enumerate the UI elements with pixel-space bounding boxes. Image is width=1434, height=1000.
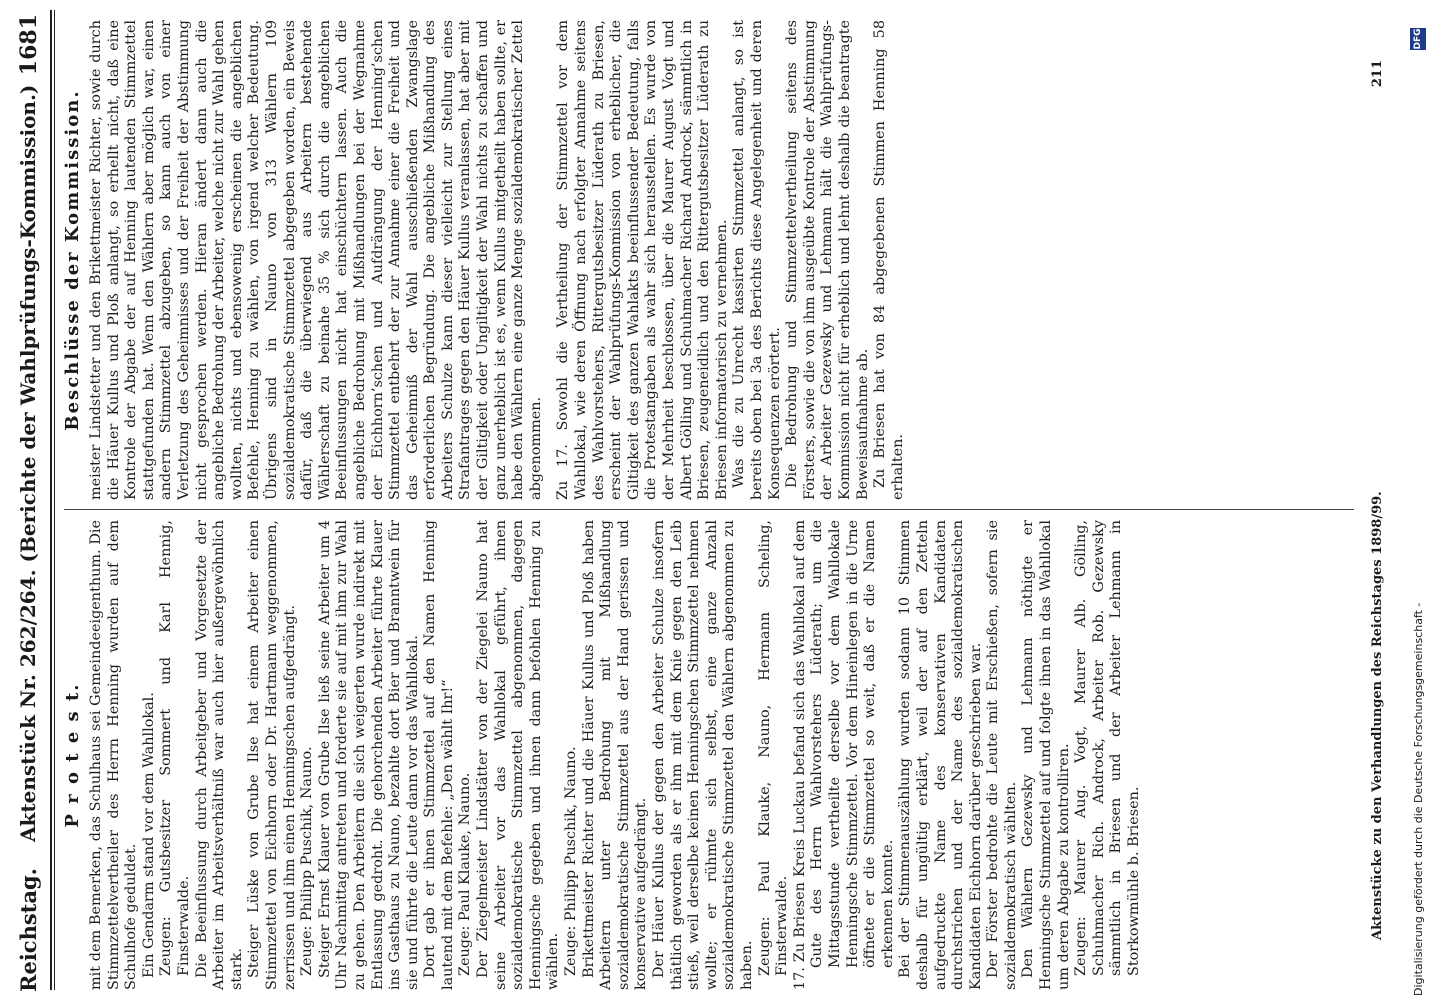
protest-paragraph: Ein Gendarm stand vor dem Wahllokal. (140, 692, 157, 978)
protest-paragraph: Der Häuer Kullus der gegen den Arbeiter Schulze insofern thätlich geworden als er ihm mit dem Knie gegen den Leib stieß, weil derselbe keinen Henningschen Stimmzettel nehmen wollte; er rühmte sich selbst, eine ganze Anzahl sozialdemokratische Stimmzettel den Wählern abgenommen zu haben. (651, 520, 755, 990)
commission-item-17: Zu 17. Sowohl die Vertheilung der Stimmzettel vor dem Wahllokal, wie deren Öffnung nach erfolgter Annahme seitens des Wahlvorstehers, Rittergutsbesitzer Lüderath zu Briesen, erscheint der Wahlprüfungs-Kommission von erheblicher, die Giltigkeit des ganzen Wahlakts beeinflussender Bedeutung, falls die Protestangaben als wahr sich herausstellen. Es wurde von der Mehrheit beschlossen, über die Maurer August Vogt und Albert Gölling und Schuhmacher Richard Androck, sämmtlich in Briesen, zeugeneidlich und den Rittergutsbesitzer Lüderath zu Briesen informatorisch zu vernehmen. (555, 20, 730, 500)
protest-paragraph: Die Beeinflussung durch Arbeitgeber und Vorgesetzte der Arbeiter im Arbeitsverhältniß war auch hier außergewöhnlich stark. (193, 520, 245, 990)
protest-paragraph: Brikettmeister Richter und die Häuer Kullus und Ploß haben Arbeitern unter Bedrohung mit Mißhandlung sozialdemokratische Stimmzettel aus der Hand gerissen und konservative aufgedrängt. (580, 520, 650, 990)
witness-line: Zeugen: Gutsbesitzer Sommert und Karl Hennig, Finsterwalde. (158, 520, 192, 976)
commission-paragraph: Die Bedrohung und Stimmzettelvertheilung seitens des Försters, sowie die von ihm ausgeübte Kontrole der Abstimmung der Arbeiter Gezewsky und Lehmann hält die Wahlprüfungs-Kommission nicht für erheblich und lehnt deshalb die beantragte Beweisaufnahme ab. (784, 20, 871, 500)
digitization-note: Digitalisierung gefördert durch die Deutsche Forschungsgemeinschaft - (1412, 602, 1425, 996)
witness-line: Zeuge: Paul Klauke, Nauno. (457, 772, 474, 976)
protest-paragraph: Steiger Lüske von Grube Ilse hat einem Arbeiter einen Stimmzettel von Eichhorn oder Dr. Hartmann weggenommen, zerrissen und ihm einen Henningschen aufgedrängt. (246, 520, 298, 990)
commission-paragraph: Was die zu Unrecht kassirten Stimmzettel anlangt, so ist bereits oben bei 3a des Berichts diese Angelegenheit und deren Konsequenzen erörtert. (731, 20, 783, 500)
dfg-logo: DFG (1410, 28, 1426, 50)
protest-paragraph: Bei der Stimmenauszählung wurden sodann 10 Stimmen deshalb für ungültig erklärt, weil der auf den Zetteln aufgedruckte Name des konservativen Kandidaten durchstrichen und der Name des sozialdemokratischen Kandidaten Eichhorn darüber geschrieben war. (897, 520, 984, 990)
witness-line: Zeuge: Philipp Puschik, Nauno. (299, 746, 316, 976)
protest-paragraph: Der Ziegelmeister Lindstätter von der Ziegelei Nauno hat seine Arbeiter vor das Wahllokal geführt, ihnen sozialdemokratische Stimmzettel abgenommen, dagegen Henningsche gegeben und ihnen dann befohlen Henning zu wählen. (475, 520, 562, 990)
commission-column (88, 20, 1358, 500)
protest-paragraph: Der Förster bedrohte die Leute mit Erschießen, sofern sie sozialdemokratisch wählten. (985, 520, 1019, 990)
column-divider (64, 509, 1354, 510)
protest-paragraph: Steiger Ernst Klauer von Grube Ilse ließ seine Arbeiter um 4 Uhr Nachmittag antreten und forderte sie auf mit ihm zur Wahl zu gehen. Den Arbeitern die sich weigerten wurde indirekt mit Entlassung gedroht. Die gehorchenden Arbeiter führte Klauer ins Gasthaus zu Nauno, bezahlte dort Bier und Branntwein für sie und führte die Leute dann vor das Wahllokal. (316, 520, 421, 990)
witness-line: Zeugen: Maurer Aug. Vogt, Maurer Alb. Gölling, Schuhmacher Rich. Androck, Arbeiter Rob. Gezewsky sämmtlich in Briesen und der Arbeiter Lehmann in Storkowmühle b. Briesen. (1073, 520, 1143, 976)
footer-page-number: 211 (1370, 60, 1385, 88)
page-header (10, 0, 44, 992)
commission-paragraph: Zu Briesen hat von 84 abgegebenen Stimmen Henning 58 erhalten. (872, 20, 906, 500)
header-rule (50, 10, 52, 990)
footer-title: Aktenstücke zu den Verhandlungen des Reichstages 1898/99. (1370, 491, 1385, 940)
column-heading-commission: Beschlüsse der Kommission. (62, 89, 83, 431)
commission-paragraph: meister Lindstetter und den Brikettmeister Richter, sowie durch die Häuer Kullus und Ploß anlangt, so erhellt nicht, daß eine Kontrole der Abgabe der auf Henning lautenden Stimmzettel stattgefunden hat. Wenn den Wählern aber möglich war, einen andern Stimmzettel abzugeben, so kann auch von einer Verletzung des Geheimnisses und der Freiheit der Abstimmung nicht gesprochen werden. Hieran ändert dann auch die angebliche Bedrohung der Arbeiter, welche nicht zur Wahl gehen wollten, nichts und ebensowenig erscheinen die angeblichen Befehle, Henning zu wählen, von irgend welcher Bedeutung. Übrigens sind in Nauno von 313 Wählern 109 sozialdemokratische Stimmzettel abgegeben worden, ein Beweis dafür, daß die überwiegend aus Arbeitern bestehende Wählerschaft zu beinahe 35 % sich durch die angeblichen Beeinflussungen nicht hat einschüchtern lassen. Auch die angebliche Bedrohung mit Mißhandlungen bei der Wegnahme der Eichhorn’schen und Aufdrängung der Henning’schen Stimmzettel entbehrt der zur Annahme einer die Freiheit und das Geheimniß der Wahl ausschließenden Zwangslage erforderlichen Begründung. Die angebliche Mißhandlung des Arbeiters Schulze kann dieser vielleicht zur Stellung eines Strafantrages gegen den Häuer Kullus veranlassen, hat aber mit der Giltigkeit oder Ungiltigkeit der Wahl nichts zu schaffen und ganz unerheblich ist es, wenn Kullus mitgetheilt haben sollte, er habe den Wählern eine ganze Menge sozialdemokratischer Zettel abgenommen. (88, 20, 544, 500)
witness-line: Zeugen: Paul Klauke, Nauno, Hermann Scheling, Finsterwalde. (756, 520, 791, 976)
protest-paragraph: Dort gab er ihnen Stimmzettel auf den Namen Henning lautend mit dem Befehle: „Den wählt Ihr!“ (422, 520, 456, 990)
header-left: Reichstag. (16, 868, 41, 992)
protest-item-17: 17. Zu Briesen Kreis Luckau befand sich das Wahllokal auf dem Gute des Herrn Wahlvorstehers Lüderath; um die Mittagsstunde vertheilte derselbe vor dem Wahllokale Henningsche Stimmzettel. Vor dem Hineinlegen in die Urne öffnete er die Stimmzettel so weit, daß er die Namen erkennen konnte. (791, 520, 896, 990)
protest-column (88, 520, 1358, 990)
page-number: 1681 (16, 14, 42, 76)
witness-line: Zeuge: Philipp Puschik, Nauno. (563, 746, 580, 976)
protest-paragraph: Den Wählern Gezewsky und Lehmann nöthigte er Henningsche Stimmzettel auf und folgte ihnen in das Wahllokal um deren Abgabe zu kontrolliren. (1020, 520, 1072, 990)
header-center: Aktenstück Nr. 262/264. (Berichte der Wahlprüfungs-Kommission.) (16, 84, 40, 842)
header-rule-thin (54, 10, 55, 990)
protest-paragraph: mit dem Bemerken, das Schulhaus sei Gemeindeeigenthum. Die Stimmzettelvertheiler des Herrn Henning wurden auf dem Schulhofe geduldet. (88, 520, 140, 990)
column-heading-protest: P r o t e s t. (62, 682, 83, 828)
